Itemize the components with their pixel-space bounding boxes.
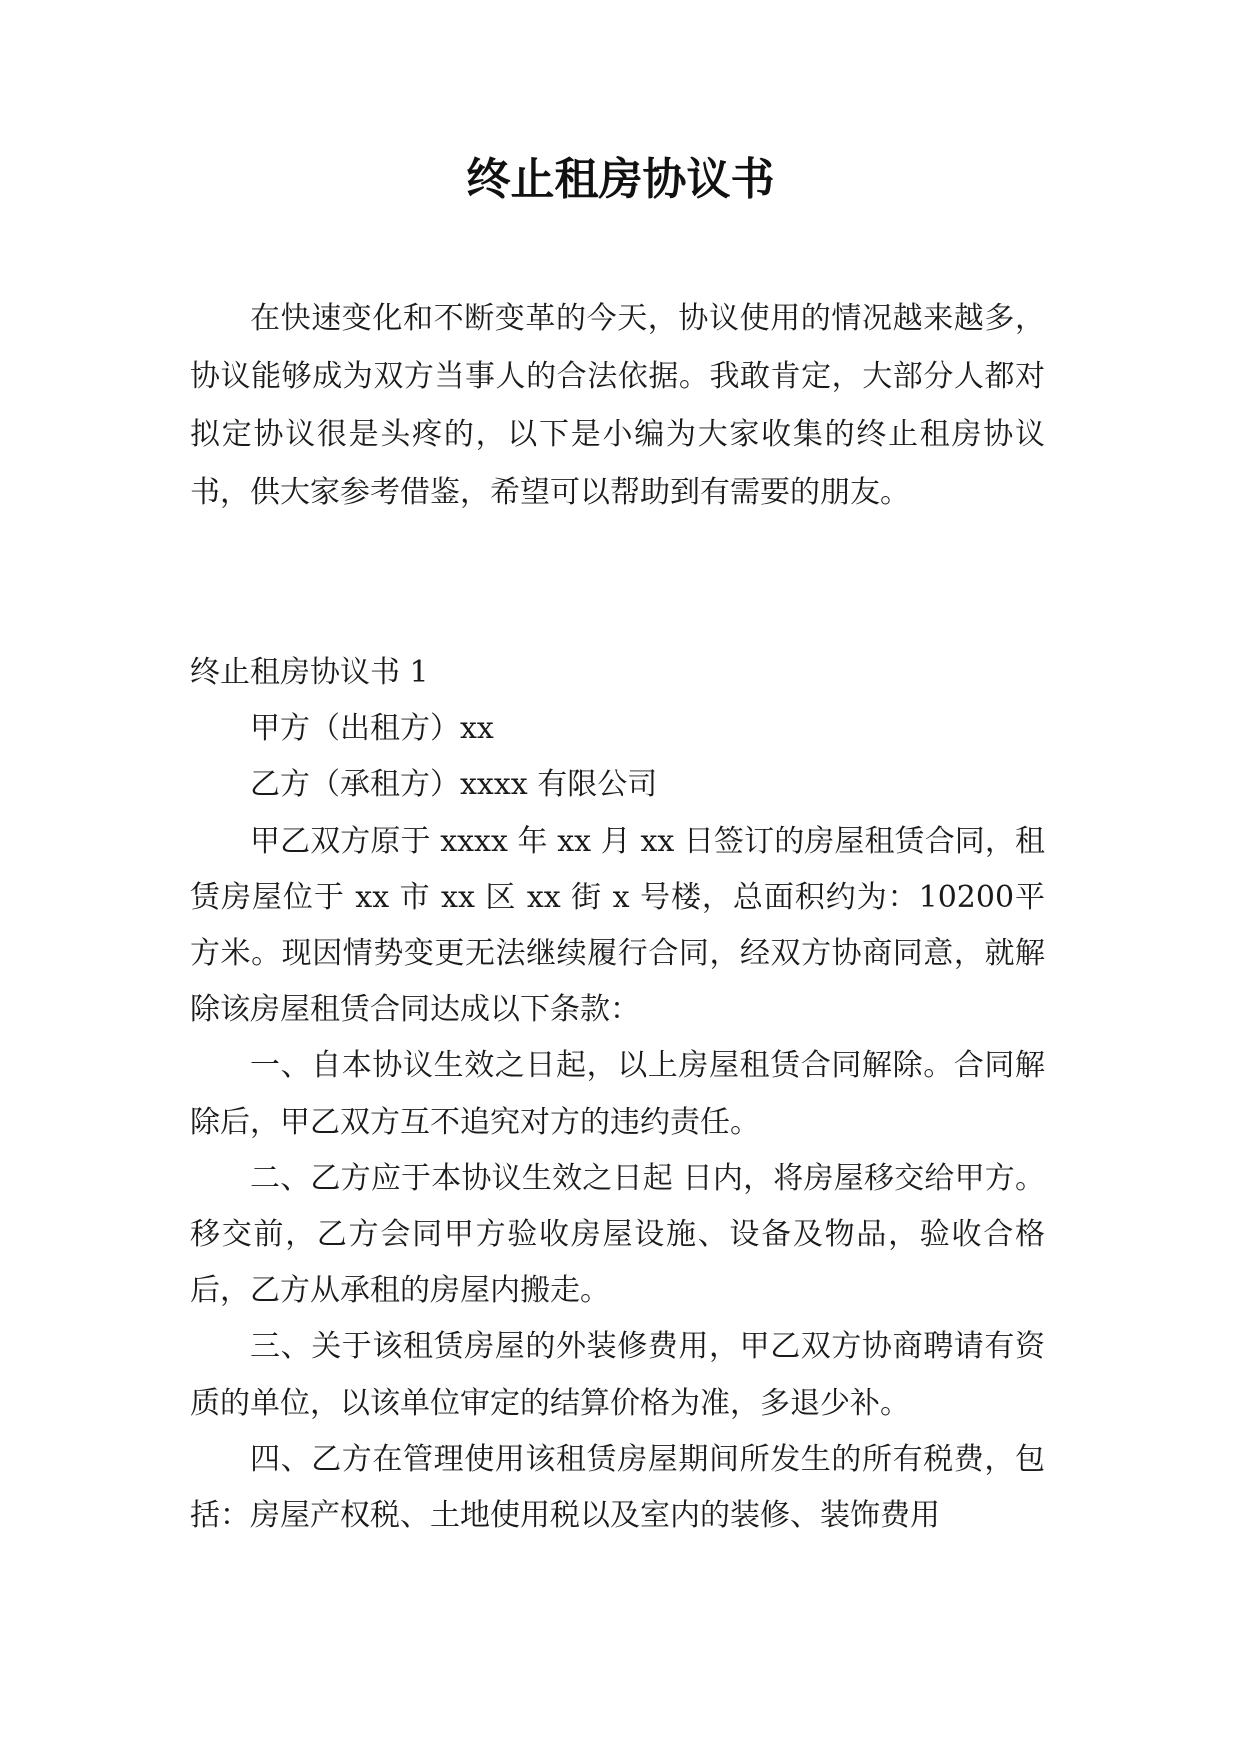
clause-4: 四、乙方在管理使用该租赁房屋期间所发生的所有税费，包括：房屋产权税、土地使用税以及室内的装修、装饰费用: [190, 1441, 1045, 1534]
intro-paragraph: 在快速变化和不断变革的今天，协议使用的情况越来越多，协议能够成为双方当事人的合法依据。我敢肯定，大部分人都对拟定协议很是头疼的，以下是小编为大家收集的终止租房协议书，供大家参考借鉴，希望可以帮助到有需要的朋友。: [190, 301, 1045, 510]
party-a-line: 甲方（出租方）xx: [250, 711, 494, 747]
clause-3: 三、关于该租赁房屋的外装修费用，甲乙双方协商聘请有资质的单位，以该单位审定的结算价格为准，多退少补。: [190, 1329, 1045, 1421]
clause-2: 二、乙方应于本协议生效之日起 日内，将房屋移交给甲方。移交前，乙方会同甲方验收房屋设施、设备及物品，验收合格后，乙方从承租的房屋内搬走。: [190, 1160, 1045, 1309]
section-title: 终止租房协议书 1: [190, 655, 429, 690]
background-paragraph: 甲乙双方原于 xxxx 年 xx 月 xx 日签订的房屋租赁合同，租赁房屋位于 xx 市 xx 区 xx 街 x 号楼，总面积约为：10200平方米。现因情势变更无法继续履行合同，经双方协商同意，就解除该房屋租赁合同达成以下条款：: [190, 823, 1045, 1028]
document-title: 终止租房协议书: [466, 154, 775, 205]
agreement-body: [190, 645, 1045, 1544]
party-b-line: 乙方（承租方）xxxx 有限公司: [250, 767, 658, 803]
clause-1: 一、自本协议生效之日起，以上房屋租赁合同解除。合同解除后，甲乙双方互不追究对方的违约责任。: [190, 1048, 1045, 1140]
